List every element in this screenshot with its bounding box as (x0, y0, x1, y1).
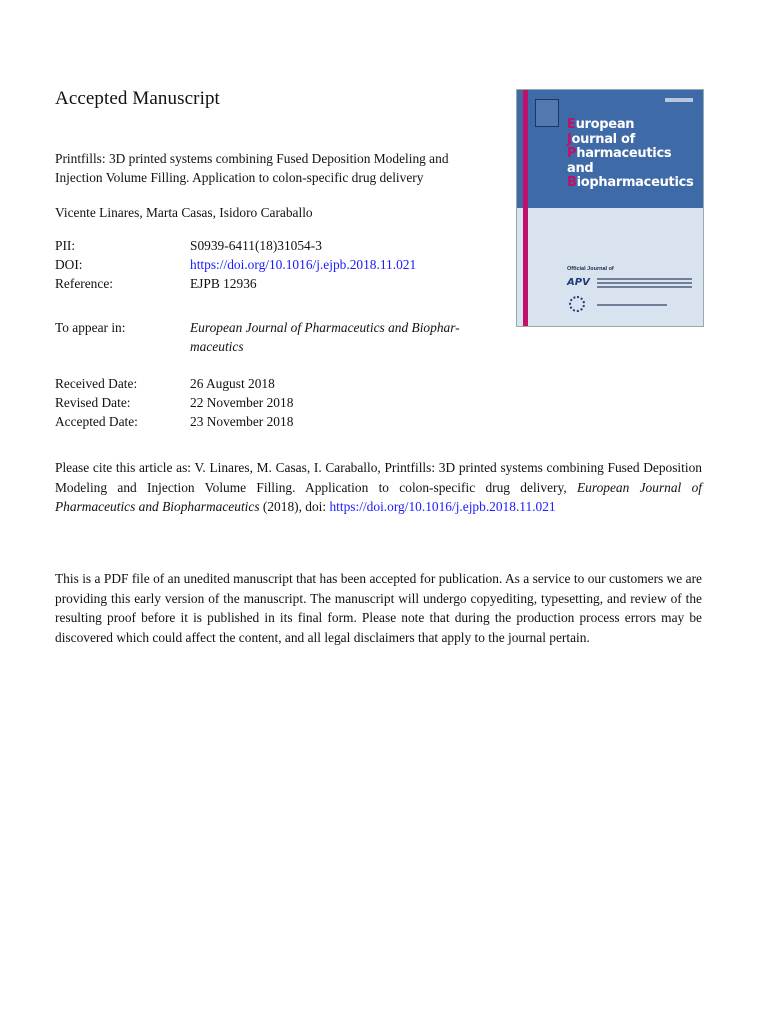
reference-value: EJPB 12936 (190, 276, 257, 291)
cover-title-line: Journal of (567, 131, 636, 147)
cover-apv-fineprint (597, 278, 692, 290)
cover-title-line: Biopharmaceutics (567, 175, 694, 190)
pii-value: S0939-6411(18)31054-3 (190, 238, 322, 253)
appear-label: To appear in: (55, 320, 126, 335)
eu-stars-logo-icon (569, 296, 585, 312)
cover-eu-fineprint (597, 304, 667, 306)
article-title: Printfills: 3D printed systems combining Fused Deposition Modeling and Injection Volume Filling. Application to colon-specific drug delivery (55, 151, 449, 185)
cover-accent-bar (523, 90, 528, 326)
cover-official-journal: Official Journal of (567, 266, 614, 272)
disclaimer-paragraph: This is a PDF file of an unedited manuscript that has been accepted for publication. As a service to our customers we are providing this early version of the manuscript. The manuscript will undergo copyediting, typesetting, and review of the resulting proof before it is published in its final form. Please note that during the production process errors may be discovered which could affect the content, and all legal disclaimers that apply to the journal pertain. (55, 571, 702, 645)
citation-doi-link[interactable]: https://doi.org/10.1016/j.ejpb.2018.11.021 (329, 499, 556, 514)
journal-name-line2: maceutics (190, 339, 244, 354)
cover-title-line: European (567, 117, 635, 132)
manuscript-heading: Accepted Manuscript (55, 88, 220, 109)
elsevier-logo-icon (535, 99, 559, 127)
pii-label: PII: (55, 238, 76, 253)
received-label: Received Date: (55, 376, 138, 391)
apv-logo-icon: APV (567, 277, 590, 288)
doi-label: DOI: (55, 257, 83, 272)
reference-label: Reference: (55, 276, 113, 291)
citation-middle: (2018), doi: (259, 499, 330, 514)
accepted-date: 23 November 2018 (190, 414, 294, 429)
cover-title-line: Pharmaceutics and (567, 146, 672, 176)
article-authors: Vicente Linares, Marta Casas, Isidoro Caraballo (55, 205, 313, 220)
revised-label: Revised Date: (55, 395, 131, 410)
citation-paragraph (55, 458, 702, 517)
doi-link[interactable]: https://doi.org/10.1016/j.ejpb.2018.11.021 (190, 257, 417, 272)
citation-journal: European Journal of Pharmaceutics and Biopharmaceutics (55, 479, 702, 514)
journal-cover-image (516, 89, 704, 327)
citation-prefix: Please cite this article as: V. Linares, M. Casas, I. Caraballo, Printfills: 3D printed systems combining Fused Deposition Modeling and Injection Volume Filling. Application to colon-specific drug delivery, (55, 460, 702, 495)
received-date: 26 August 2018 (190, 376, 275, 391)
cover-journal-title (567, 118, 697, 191)
cover-issn-mark (665, 98, 693, 102)
journal-name-line1: European Journal of Pharmaceutics and Biophar- (190, 320, 460, 335)
accepted-label: Accepted Date: (55, 414, 138, 429)
revised-date: 22 November 2018 (190, 395, 294, 410)
